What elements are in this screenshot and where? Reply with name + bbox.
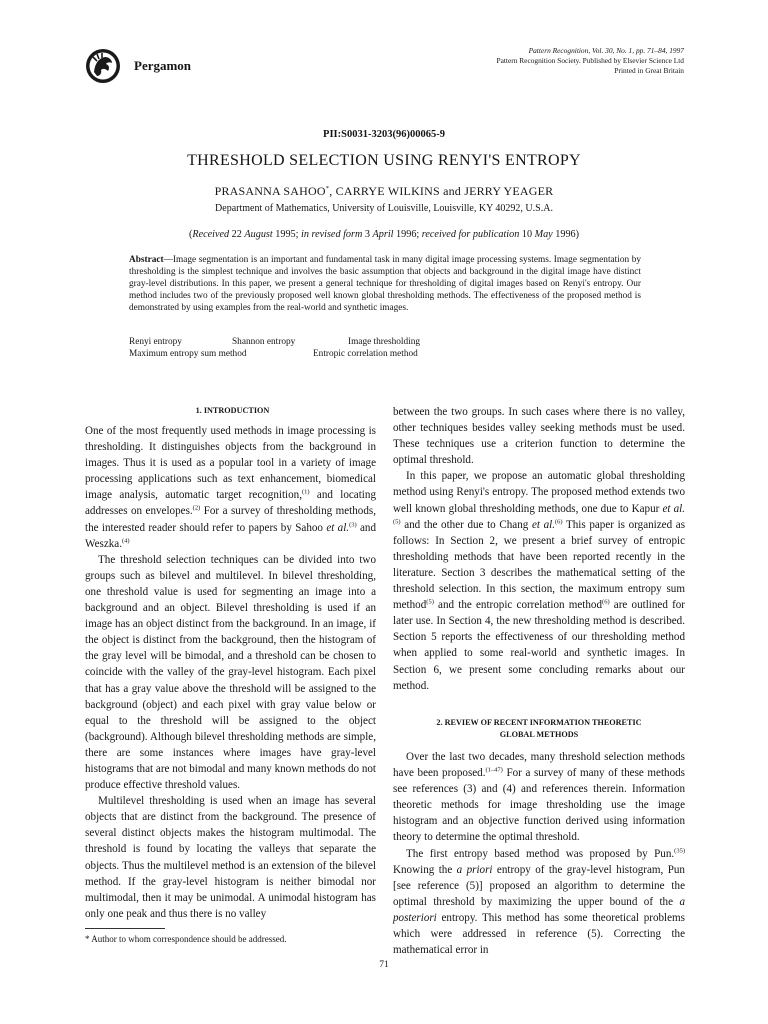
- pergamon-emblem-icon: [85, 48, 121, 84]
- journal-citation: Pattern Recognition, Vol. 30, No. 1, pp. 71–84, 1997: [528, 46, 684, 55]
- section-2-heading-line2: GLOBAL METHODS: [499, 730, 579, 739]
- journal-printed: Printed in Great Britain: [614, 65, 684, 75]
- abstract-label: Abstract: [129, 255, 164, 265]
- publication-year: 1996): [552, 229, 580, 240]
- section-2-heading: [393, 717, 685, 741]
- keyword-image-thresholding: Image thresholding: [348, 337, 421, 347]
- journal-society: Pattern Recognition Society. Published by Elsevier Science Ltd: [496, 55, 684, 65]
- keyword-entropic-correlation: Entropic correlation method: [313, 349, 418, 359]
- received-open: (: [188, 229, 193, 240]
- author-first: PRASANNA SAHOO: [214, 184, 326, 198]
- journal-info: [364, 46, 684, 75]
- section-2-heading-line1: 2. REVIEW OF RECENT INFORMATION THEORETIC: [436, 718, 642, 727]
- abstract-text: Image segmentation is an important and fundamental task in many digital image processing systems. Image segmentation by thresholding is the simplest technique and involves the basic assumption that objects and background in the digital image have distinct gray-level distributions. In this paper, we present a general technique for thresholding of digital images based on Renyi's entropy. Our method includes two of the previously proposed well known global thresholding methods. The effectiveness of the proposed method is demonstrated by using examples from the real-world and synthetic images.: [129, 255, 641, 314]
- intro-paragraph-3: Multilevel thresholding is used when an image has several objects that are distinct from the background. The presence of several distinct objects makes the histogram multimodal. The threshold is found by locating the valleys that separate the objects. Thus the multilevel method is an extension of the bilevel method. If the gray-level histogram is neither bimodal nor multimodal, then it may be unimodal. A unimodal histogram has only one peak and thus there is no valley: [85, 795, 376, 920]
- abstract-dash: —: [163, 255, 173, 265]
- received-year: 1995;: [272, 229, 302, 240]
- received-month: August: [244, 229, 273, 240]
- page-number: 71: [379, 960, 389, 970]
- review-paragraph-2: The first entropy based method was proposed by Pun.$^{(35)}$ Knowing the a priori entropy of the gray-level histogram, Pun [see reference (5)] proposed an algorithm to determine the optimal threshold by maximizing the upper bound of the a posteriori entropy. This method has some theoretical problems which were addressed in reference (5). Correcting the mathematical error in: [393, 846, 685, 957]
- publication-label: received for publication: [421, 229, 520, 240]
- intro-paragraph-5: In this paper, we propose an automatic global thresholding method using Renyi's entropy. The proposed method extends two well known global thresholding methods, one due to Kapur et al.$^{(5)}$ and the other due to Chang et al.$^{(6)}$ This paper is organized as follows: In Section 2, we present a brief survey of entropic thresholding methods that have been reported recently in the literature. Section 3 describes the mathematical setting of the threshold selection. In this section, the maximum entropy sum method$^{(5)}$ and the entropic correlation method$^{(6)}$ are outlined for later use. In Section 4, the new thresholding method is described. Section 5 reports the effectiveness of our thresholding method when applied to some real-world and synthetic images. In Section 6, we present some concluding remarks about our method.: [393, 470, 686, 692]
- intro-paragraph-1: One of the most frequently used methods in image processing is thresholding. It distinguishes objects from the background in images. Thus it is used as a popular tool in a variety of image processing applications such as text enhancement, biomedical image analysis, automatic target recognition,$^{(1)}$ and locating addresses on envelopes.$^{(2)}$ For a survey of thresholding methods, the interested reader should refer to papers by Sahoo et al.$^{(3)}$ and Weszka.$^{(4)}$: [85, 425, 377, 550]
- keyword-max-entropy-sum: Maximum entropy sum method: [129, 349, 247, 359]
- received-label: Received: [192, 229, 230, 240]
- revised-month: April: [372, 229, 394, 240]
- left-column: [85, 423, 376, 922]
- revised-label: in revised form: [301, 229, 363, 240]
- right-column-section-2: [393, 749, 685, 958]
- keyword-shannon-entropy: Shannon entropy: [232, 337, 296, 347]
- intro-paragraph-2: The threshold selection techniques can be divided into two groups such as bilevel and multilevel. In bilevel thresholding, one threshold value is used for segmenting an image into a background and an object. Bilevel thresholding is used if an image has an object distinct from the background. In an image, if the object is distinct from the background, then the histogram of the gray level will be bimodal, and a threshold can be chosen to coincide with the valley of the gray-level histogram. Each pixel that has a gray value above the threshold will be assigned to the background (object) and each pixel with gray value below or equal to the threshold will be assigned to the object (background). Although bilevel thresholding methods are simple, there are some instances where images have gray-level histograms that are not bimodal and many known methods do not produce effective threshold values.: [85, 553, 376, 792]
- revised-day: 3: [362, 229, 373, 240]
- footnote: * Author to whom correspondence should be addressed.: [85, 934, 287, 944]
- section-1-heading: 1. INTRODUCTION: [195, 406, 270, 415]
- affiliation: Department of Mathematics, University of Louisville, Louisville, KY 40292, U.S.A.: [215, 203, 553, 214]
- intro-paragraph-4: between the two groups. In such cases where there is no valley, other techniques besides valley seeking methods must be used. These techniques use a criterion function to determine the optimal threshold.: [393, 406, 685, 467]
- publisher-name: Pergamon: [134, 58, 192, 73]
- author-star: *: [325, 185, 330, 192]
- footnote-divider: [85, 928, 165, 929]
- paper-title: THRESHOLD SELECTION USING RENYI'S ENTROPY: [187, 152, 581, 169]
- received-day: 22: [229, 229, 245, 240]
- received-dates: [0, 229, 768, 240]
- right-column: [393, 404, 685, 694]
- review-paragraph-1: Over the last two decades, many threshold selection methods have been proposed.$^{(1-47)}$ For a survey of many of these methods see references (3) and (4) and references therein. Information theoretic methods for image thresholding use the image histogram and an objective function derived using information theory to determine the optimal threshold.: [393, 751, 685, 844]
- publisher-logo: [85, 48, 121, 84]
- author-list: [0, 184, 768, 199]
- abstract: [129, 254, 641, 314]
- publication-month: May: [534, 229, 553, 240]
- author-rest: , CARRYE WILKINS and JERRY YEAGER: [329, 184, 554, 198]
- pii-identifier: PII:S0031-3203(96)00065-9: [323, 129, 445, 140]
- keyword-renyi-entropy: Renyi entropy: [129, 337, 182, 347]
- publication-day: 10: [519, 229, 535, 240]
- revised-year: 1996;: [393, 229, 422, 240]
